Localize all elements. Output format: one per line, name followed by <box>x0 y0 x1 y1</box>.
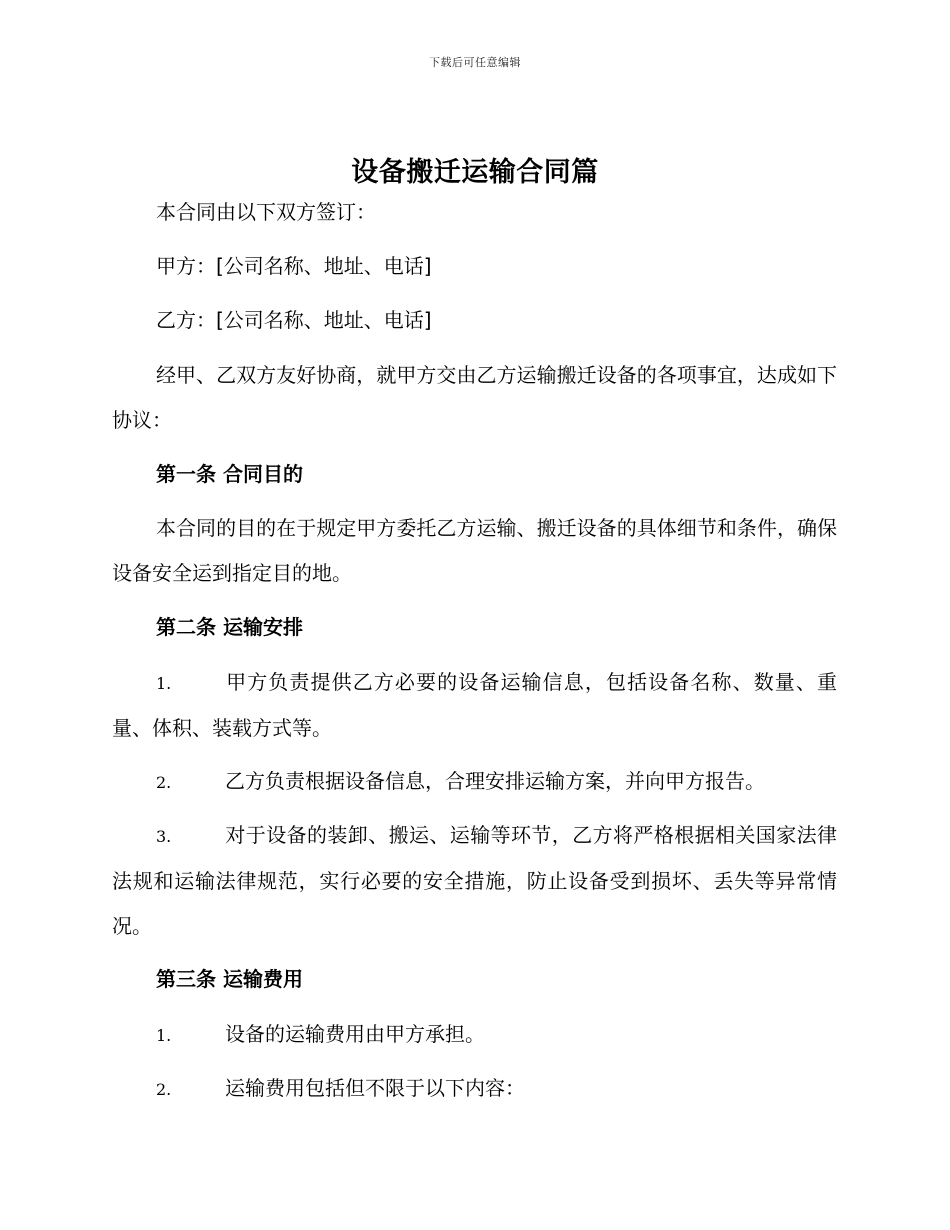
preamble-paragraph: 经甲、乙双方友好协商，就甲方交由乙方运输搬迁设备的各项事宜，达成如下协议： <box>112 363 837 432</box>
list-number: 2. <box>156 773 172 792</box>
list-number: 1. <box>156 674 172 693</box>
article3-heading: 第三条 运输费用 <box>156 967 303 991</box>
list-number: 1. <box>156 1026 172 1045</box>
intro-paragraph: 本合同由以下双方签订： <box>156 200 376 224</box>
article2-item-1 <box>112 660 837 751</box>
article3-item-1 <box>112 1012 837 1058</box>
list-item-text: 对于设备的装卸、搬运、运输等环节，乙方将严格根据相关国家法律法规和运输法律规范，实行必要的安全措施，防止设备受到损坏、丢失等异常情况。 <box>112 823 837 938</box>
article2-item-3 <box>112 813 837 949</box>
list-item-text: 乙方负责根据设备信息，合理安排运输方案，并向甲方报告。 <box>225 769 765 793</box>
list-item-text: 甲方负责提供乙方必要的设备运输信息，包括设备名称、数量、重量、体积、装载方式等。 <box>112 670 837 740</box>
list-number: 2. <box>156 1080 172 1099</box>
header-note: 下载后可任意编辑 <box>429 56 521 69</box>
document-title: 设备搬迁运输合同篇 <box>351 157 599 188</box>
party-a-line: 甲方：[公司名称、地址、电话] <box>156 254 432 278</box>
party-b-line: 乙方：[公司名称、地址、电话] <box>156 308 432 332</box>
article2-heading: 第二条 运输安排 <box>156 615 303 639</box>
list-item-text: 运输费用包括但不限于以下内容： <box>225 1076 525 1100</box>
article2-item-2 <box>112 759 837 805</box>
article3-item-2 <box>112 1066 837 1112</box>
list-item-text: 设备的运输费用由甲方承担。 <box>225 1022 485 1046</box>
list-number: 3. <box>156 827 172 846</box>
article1-paragraph: 本合同的目的在于规定甲方委托乙方运输、搬迁设备的具体细节和条件，确保设备安全运到指定目的地。 <box>112 516 837 585</box>
article1-heading: 第一条 合同目的 <box>156 462 303 486</box>
